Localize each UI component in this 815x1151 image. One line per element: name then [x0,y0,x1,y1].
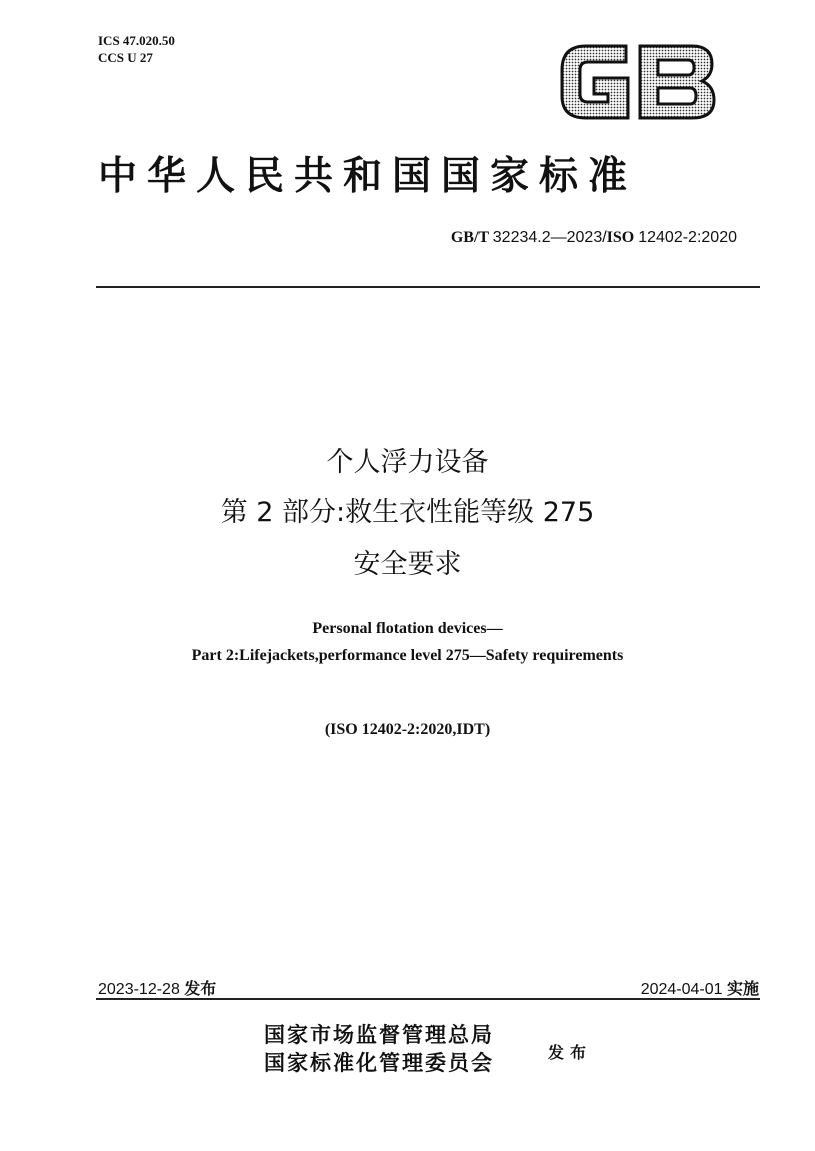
title-en-line1: Personal flotation devices— [312,620,503,637]
iso-prefix: ISO [606,229,635,246]
issuer-sac: 国家标准化管理委员会 [264,1050,494,1075]
ccs-code: CCS U 27 [98,50,153,65]
implement-date [641,976,759,999]
issue-date [98,976,216,999]
national-standard-title: 中华人民共和国国家标准 [98,153,638,199]
title-cn-line1: 个人浮力设备 [326,447,489,478]
ics-code: ICS 47.020.50 [98,33,175,48]
issue-label: 发布 [184,979,217,998]
issuer-samr: 国家市场监督管理总局 [264,1022,494,1047]
standard-number-value: 32234.2—2023/ [492,229,607,246]
standard-number [451,229,737,247]
iso-number: 12402-2:2020 [638,229,737,246]
standard-prefix: GB/T [450,229,489,246]
iso-reference: (ISO 12402-2:2020,IDT) [324,721,491,738]
publish-label: 发布 [548,1043,593,1062]
classification-codes [98,32,175,66]
title-cn-line2: 第 2 部分:救生衣性能等级 275 [220,497,595,528]
implement-label: 实施 [726,979,759,998]
title-cn-line3: 安全要求 [353,549,462,580]
gb-logo-icon [556,40,718,124]
issue-date-value: 2023-12-28 [98,981,180,998]
implement-date-value: 2024-04-01 [640,981,723,998]
top-divider [96,286,760,288]
bottom-divider [96,998,760,1000]
title-en-line2: Part 2:Lifejackets,performance level 275—Safety requirements [191,647,624,664]
